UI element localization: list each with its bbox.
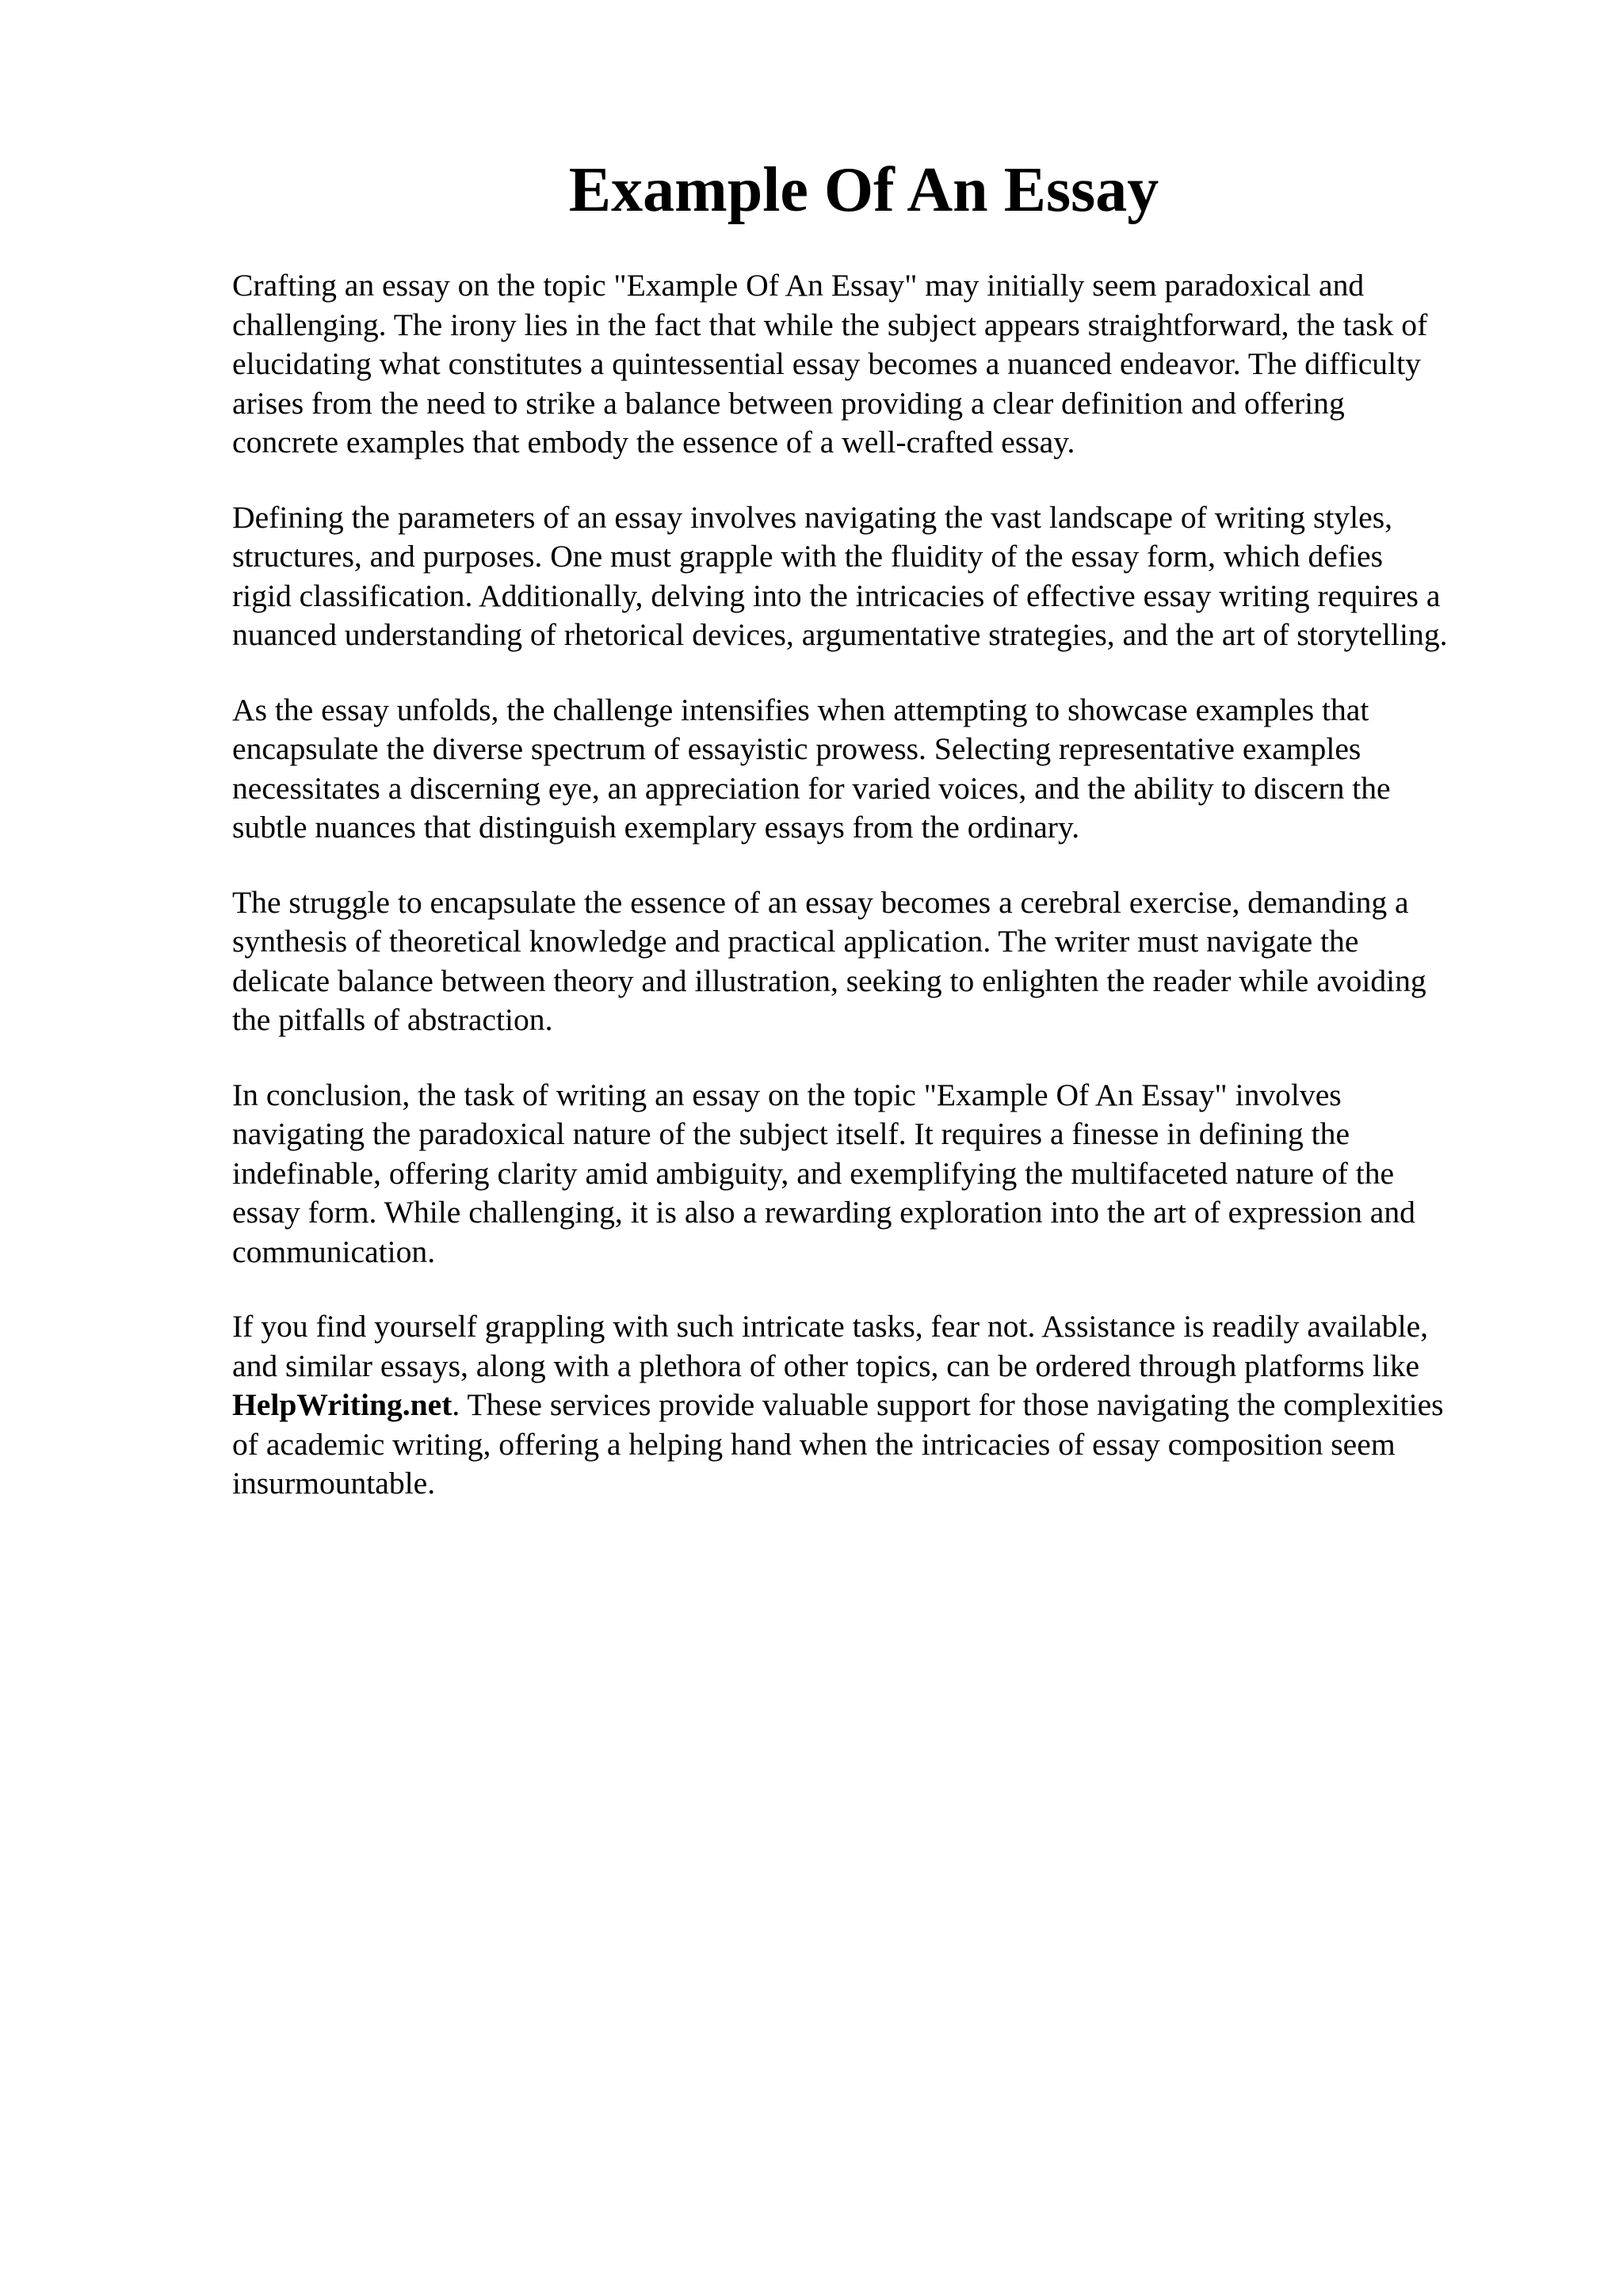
paragraph-3: As the essay unfolds, the challenge intensifies when attempting to showcase examples that encapsulate the diverse spectrum of essayistic prowess. Selecting representative examples necessitates a discerning eye, an appreciation for varied voices, and the ability to discern the subtle nuances that distinguish exemplary essays from the ordinary. [232, 692, 1391, 845]
paragraph-5: In conclusion, the task of writing an essay on the topic "Example Of An Essay" involves navigating the paradoxical nature of the subject itself. It requires a finesse in defining the indefinable, offering clarity amid ambiguity, and exemplifying the multifaceted nature of the essay form. While challenging, it is also a rewarding exploration into the art of expression and communication. [232, 1077, 1415, 1269]
paragraph-4: The struggle to encapsulate the essence of an essay becomes a cerebral exercise, demanding a synthesis of theoretical knowledge and practical application. The writer must navigate the delicate balance between theory and illustration, seeking to enlighten the reader while avoiding the pitfalls of abstraction. [232, 884, 1426, 1037]
paragraph-6 [232, 1307, 1532, 1504]
document-title: Example Of An Essay [568, 155, 1159, 225]
paragraph-6-text-after: . These services provide valuable support for those navigating the complexities of academic writing, offering a helping hand when the intricacies of essay composition seem insurmountable. [232, 1387, 1444, 1501]
essay-body [232, 266, 1532, 1539]
paragraph-1: Crafting an essay on the topic "Example Of An Essay" may initially seem paradoxical and challenging. The irony lies in the fact that while the subject appears straightforward, the task of elucidating what constitutes a quintessential essay becomes a nuanced endeavor. The difficulty arises from the need to strike a balance between providing a clear definition and offering concrete examples that embody the essence of a well-crafted essay. [232, 268, 1428, 460]
brand-link-text: HelpWriting.net [232, 1387, 453, 1422]
paragraph-6-text-before: If you find yourself grappling with such intricate tasks, fear not. Assistance is readily available, and similar essays, along with a plethora of other topics, can be ordered through platforms like [232, 1309, 1429, 1383]
paragraph-2: Defining the parameters of an essay involves navigating the vast landscape of writing styles, structures, and purposes. One must grapple with the fluidity of the essay form, which defies rigid classification. Additionally, delving into the intricacies of effective essay writing requires a nuanced understanding of rhetorical devices, argumentative strategies, and the art of storytelling. [232, 499, 1448, 652]
